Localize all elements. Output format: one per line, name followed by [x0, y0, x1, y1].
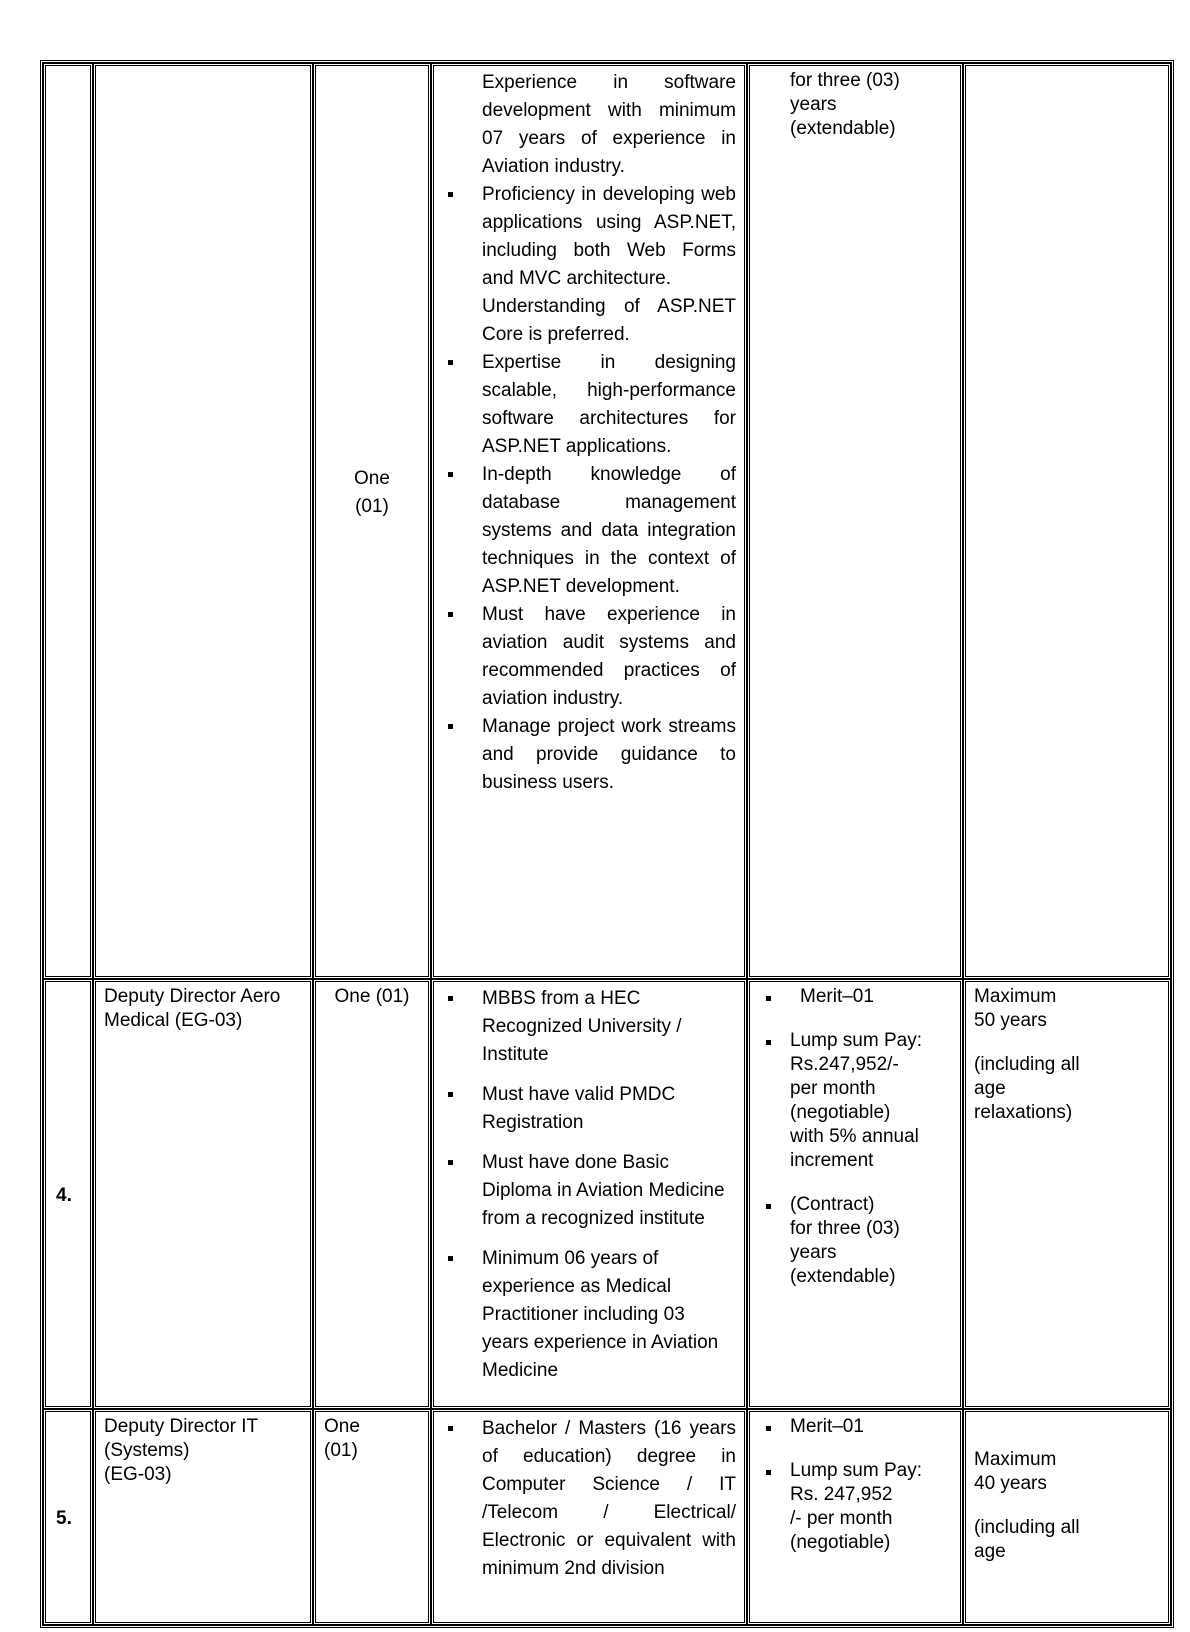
list-item: Bachelor / Masters (16 years of education) degree in Computer Science / IT /Telecom / Electrical/ Electronic or equivalent with minimum 2nd division	[482, 1415, 736, 1583]
list-item: Merit–01	[750, 1415, 960, 1439]
post-name: Deputy Director Aero Medical (EG-03)	[104, 986, 281, 1031]
list-item: Proficiency in developing web applications using ASP.NET, including both Web Forms and MVC architecture.	[482, 181, 736, 293]
qualification-list	[442, 985, 736, 1385]
list-item: Must have valid PMDC Registration	[482, 1081, 736, 1137]
age-relaxation-note: (including all age	[974, 1517, 1080, 1562]
posts-cell	[313, 1409, 431, 1625]
qualification-cell	[431, 979, 747, 1409]
bullet-square-icon	[448, 472, 453, 477]
serial-number: 4.	[56, 1184, 72, 1206]
bullet-square-icon	[766, 1470, 771, 1475]
bullet-square-icon	[766, 1040, 771, 1045]
serial-number-cell	[43, 1409, 93, 1625]
age-limit-cell	[963, 63, 1171, 979]
qualification-cell	[431, 1409, 747, 1625]
list-item: Understanding of ASP.NET Core is preferred.	[482, 296, 736, 345]
bullet-square-icon	[448, 1160, 453, 1165]
terms-cell	[747, 979, 963, 1409]
posts-cell	[313, 979, 431, 1409]
bullet-square-icon	[448, 360, 453, 365]
table-row	[43, 979, 1171, 1409]
age-limit-cell	[963, 1409, 1171, 1625]
list-item: (Contract) for three (03) years (extendable)	[750, 1193, 960, 1289]
posts-count: One (01)	[334, 986, 410, 1007]
serial-number-cell	[43, 63, 93, 979]
bullet-square-icon	[448, 996, 453, 1001]
bullet-square-icon	[448, 724, 453, 729]
terms-cell	[747, 1409, 963, 1625]
serial-number: 5.	[56, 1507, 72, 1529]
posts-cell	[313, 63, 431, 979]
bullet-square-icon	[766, 996, 771, 1001]
qualification-list	[442, 69, 736, 797]
list-item: Expertise in designing scalable, high-performance software architectures for ASP.NET applications.	[482, 349, 736, 461]
terms-cell	[747, 63, 963, 979]
list-item: Merit–01	[750, 985, 960, 1009]
qualification-cell	[431, 63, 747, 979]
bullet-square-icon	[448, 1256, 453, 1261]
qualification-list	[442, 1415, 736, 1583]
posts-count: One (01)	[324, 1416, 360, 1461]
bullet-square-icon	[448, 1092, 453, 1097]
post-name-cell	[93, 979, 313, 1409]
post-name-cell	[93, 1409, 313, 1625]
list-item: Manage project work streams and provide guidance to business users.	[482, 713, 736, 797]
document-page	[40, 60, 1168, 1628]
list-item: Lump sum Pay: Rs.247,952/- per month (negotiable) with 5% annual increment	[750, 1029, 960, 1173]
vacancy-table	[40, 60, 1174, 1628]
age-limit: Maximum 40 years	[974, 1449, 1057, 1494]
table-row	[43, 1409, 1171, 1625]
list-item: Lump sum Pay: Rs. 247,952 /- per month (negotiable)	[750, 1459, 960, 1555]
terms-list	[750, 1415, 960, 1555]
bullet-square-icon	[448, 612, 453, 617]
post-name-cell	[93, 63, 313, 979]
list-item: Minimum 06 years of experience as Medical Practitioner including 03 years experience in Aviation Medicine	[482, 1245, 736, 1385]
posts-count: One (01)	[354, 467, 390, 517]
bullet-square-icon	[448, 1426, 453, 1431]
list-item: Experience in software development with minimum 07 years of experience in Aviation industry.	[482, 72, 736, 177]
age-relaxation-note: (including all age relaxations)	[974, 1054, 1080, 1123]
post-name: Deputy Director IT (Systems) (EG-03)	[104, 1416, 259, 1485]
terms-list	[750, 985, 960, 1289]
bullet-square-icon	[766, 1204, 771, 1209]
list-item: In-depth knowledge of database management systems and data integration techniques in the context of ASP.NET development.	[482, 461, 736, 601]
table-row	[43, 63, 1171, 979]
age-limit: Maximum 50 years	[974, 986, 1057, 1031]
contract-term-text: for three (03) years (extendable)	[790, 70, 900, 139]
bullet-square-icon	[766, 1426, 771, 1431]
list-item: Must have done Basic Diploma in Aviation Medicine from a recognized institute	[482, 1149, 736, 1233]
serial-number-cell	[43, 979, 93, 1409]
age-limit-cell	[963, 979, 1171, 1409]
bullet-square-icon	[448, 192, 453, 197]
list-item: Must have experience in aviation audit systems and recommended practices of aviation industry.	[482, 601, 736, 713]
list-item: MBBS from a HEC Recognized University / Institute	[482, 985, 736, 1069]
